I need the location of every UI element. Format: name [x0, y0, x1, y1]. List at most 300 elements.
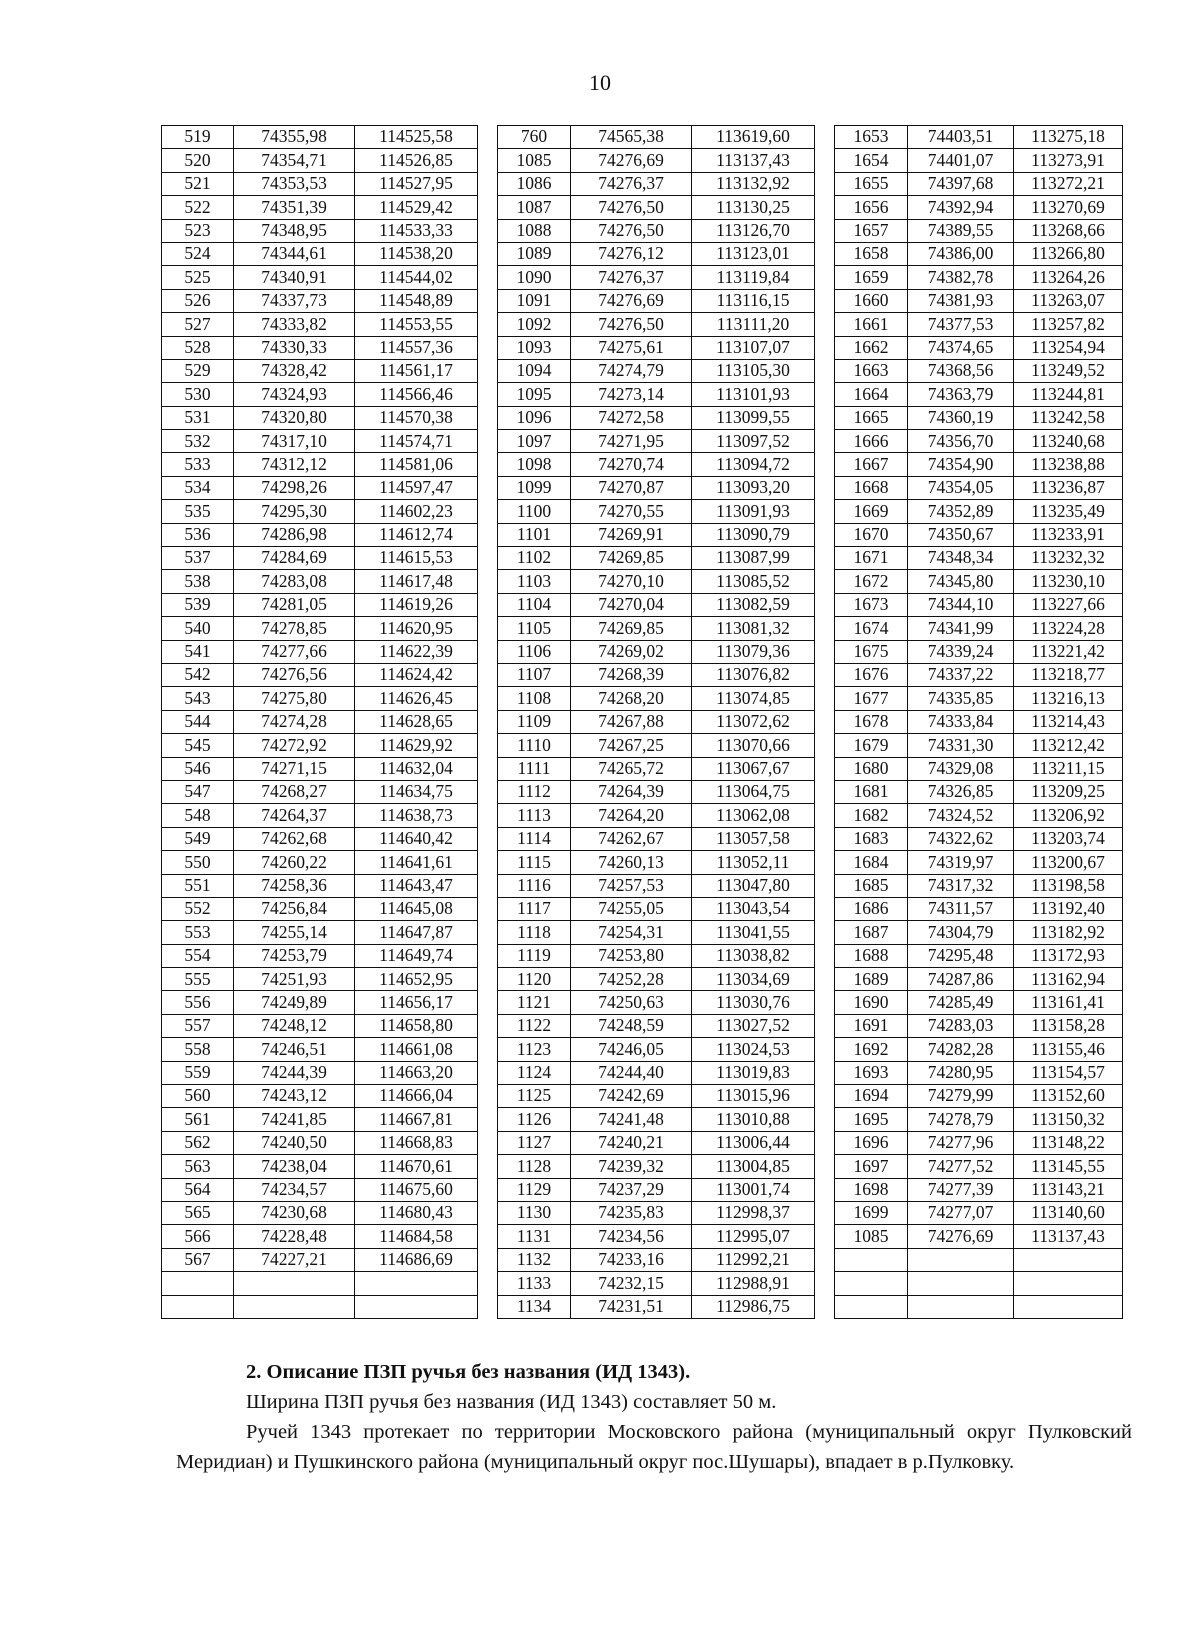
x-coordinate-cell: 74253,79	[234, 944, 355, 967]
x-coordinate-cell: 74329,08	[908, 757, 1014, 780]
column-separator	[815, 336, 835, 359]
y-coordinate-cell: 114641,61	[355, 851, 478, 874]
point-number-cell: 545	[162, 734, 234, 757]
x-coordinate-cell: 74277,66	[234, 640, 355, 663]
column-separator	[478, 126, 498, 149]
y-coordinate-cell	[355, 1272, 478, 1295]
x-coordinate-cell: 74279,99	[908, 1085, 1014, 1108]
column-separator	[478, 991, 498, 1014]
point-number-cell: 1657	[835, 219, 908, 242]
x-coordinate-cell: 74234,56	[571, 1225, 692, 1248]
column-separator	[815, 734, 835, 757]
y-coordinate-cell: 114649,74	[355, 944, 478, 967]
point-number-cell: 1101	[498, 523, 571, 546]
point-number-cell: 1694	[835, 1085, 908, 1108]
x-coordinate-cell: 74352,89	[908, 500, 1014, 523]
column-separator	[815, 476, 835, 499]
point-number-cell: 1682	[835, 804, 908, 827]
x-coordinate-cell: 74276,69	[908, 1225, 1014, 1248]
point-number-cell: 1085	[498, 149, 571, 172]
x-coordinate-cell: 74348,34	[908, 547, 1014, 570]
y-coordinate-cell: 114619,26	[355, 593, 478, 616]
y-coordinate-cell: 113249,52	[1014, 359, 1123, 382]
column-separator	[815, 1155, 835, 1178]
x-coordinate-cell: 74248,12	[234, 1014, 355, 1037]
point-number-cell: 1115	[498, 851, 571, 874]
column-separator	[815, 1085, 835, 1108]
point-number-cell: 1687	[835, 921, 908, 944]
point-number-cell: 1655	[835, 172, 908, 195]
x-coordinate-cell: 74281,05	[234, 593, 355, 616]
y-coordinate-cell: 114632,04	[355, 757, 478, 780]
y-coordinate-cell: 113270,69	[1014, 196, 1123, 219]
table-row	[162, 406, 1123, 429]
y-coordinate-cell: 114680,43	[355, 1201, 478, 1224]
point-number-cell: 1673	[835, 593, 908, 616]
point-number-cell: 522	[162, 196, 234, 219]
column-separator	[815, 1108, 835, 1131]
point-number-cell: 1107	[498, 663, 571, 686]
y-coordinate-cell: 114620,95	[355, 617, 478, 640]
point-number-cell: 1093	[498, 336, 571, 359]
point-number-cell: 534	[162, 476, 234, 499]
table-row	[162, 359, 1123, 382]
x-coordinate-cell: 74386,00	[908, 242, 1014, 265]
table-row	[162, 757, 1123, 780]
point-number-cell: 1669	[835, 500, 908, 523]
x-coordinate-cell: 74565,38	[571, 126, 692, 149]
point-number-cell: 562	[162, 1131, 234, 1154]
y-coordinate-cell: 114570,38	[355, 406, 478, 429]
point-number-cell: 1109	[498, 710, 571, 733]
x-coordinate-cell: 74252,28	[571, 968, 692, 991]
x-coordinate-cell: 74264,37	[234, 804, 355, 827]
column-separator	[815, 149, 835, 172]
y-coordinate-cell: 113070,66	[692, 734, 815, 757]
x-coordinate-cell: 74270,55	[571, 500, 692, 523]
y-coordinate-cell: 113094,72	[692, 453, 815, 476]
point-number-cell: 1125	[498, 1085, 571, 1108]
column-separator	[815, 219, 835, 242]
x-coordinate-cell: 74254,31	[571, 921, 692, 944]
x-coordinate-cell: 74304,79	[908, 921, 1014, 944]
x-coordinate-cell: 74324,52	[908, 804, 1014, 827]
x-coordinate-cell: 74231,51	[571, 1295, 692, 1318]
section-description	[176, 1357, 1132, 1477]
x-coordinate-cell: 74228,48	[234, 1225, 355, 1248]
x-coordinate-cell: 74250,63	[571, 991, 692, 1014]
x-coordinate-cell: 74253,80	[571, 944, 692, 967]
point-number-cell: 1659	[835, 266, 908, 289]
y-coordinate-cell: 114617,48	[355, 570, 478, 593]
y-coordinate-cell: 114561,17	[355, 359, 478, 382]
point-number-cell: 1679	[835, 734, 908, 757]
column-separator	[815, 359, 835, 382]
x-coordinate-cell: 74280,95	[908, 1061, 1014, 1084]
point-number-cell: 540	[162, 617, 234, 640]
x-coordinate-cell: 74363,79	[908, 383, 1014, 406]
y-coordinate-cell: 113212,42	[1014, 734, 1123, 757]
point-number-cell: 546	[162, 757, 234, 780]
column-separator	[815, 1248, 835, 1271]
table-row	[162, 663, 1123, 686]
point-number-cell: 1668	[835, 476, 908, 499]
y-coordinate-cell: 113091,93	[692, 500, 815, 523]
point-number-cell: 565	[162, 1201, 234, 1224]
point-number-cell: 1104	[498, 593, 571, 616]
column-separator	[478, 383, 498, 406]
point-number-cell: 1692	[835, 1038, 908, 1061]
point-number-cell: 538	[162, 570, 234, 593]
table-row	[162, 921, 1123, 944]
y-coordinate-cell: 114684,58	[355, 1225, 478, 1248]
point-number-cell: 1677	[835, 687, 908, 710]
column-separator	[478, 874, 498, 897]
x-coordinate-cell: 74270,04	[571, 593, 692, 616]
x-coordinate-cell: 74276,50	[571, 196, 692, 219]
y-coordinate-cell: 113216,13	[1014, 687, 1123, 710]
point-number-cell: 1088	[498, 219, 571, 242]
column-separator	[815, 710, 835, 733]
point-number-cell	[162, 1272, 234, 1295]
table-row	[162, 1061, 1123, 1084]
point-number-cell: 1112	[498, 780, 571, 803]
x-coordinate-cell: 74295,48	[908, 944, 1014, 967]
x-coordinate-cell: 74270,87	[571, 476, 692, 499]
x-coordinate-cell: 74255,14	[234, 921, 355, 944]
y-coordinate-cell: 113150,32	[1014, 1108, 1123, 1131]
x-coordinate-cell	[908, 1295, 1014, 1318]
y-coordinate-cell: 113062,08	[692, 804, 815, 827]
column-separator	[815, 1038, 835, 1061]
x-coordinate-cell: 74382,78	[908, 266, 1014, 289]
point-number-cell: 1095	[498, 383, 571, 406]
x-coordinate-cell: 74335,85	[908, 687, 1014, 710]
table-row	[162, 944, 1123, 967]
y-coordinate-cell: 112998,37	[692, 1201, 815, 1224]
point-number-cell: 526	[162, 289, 234, 312]
point-number-cell: 1103	[498, 570, 571, 593]
point-number-cell: 1685	[835, 874, 908, 897]
column-separator	[815, 921, 835, 944]
column-separator	[478, 687, 498, 710]
x-coordinate-cell: 74320,80	[234, 406, 355, 429]
point-number-cell	[162, 1295, 234, 1318]
point-number-cell: 1129	[498, 1178, 571, 1201]
y-coordinate-cell: 113206,92	[1014, 804, 1123, 827]
column-separator	[815, 827, 835, 850]
point-number-cell: 1674	[835, 617, 908, 640]
column-separator	[815, 383, 835, 406]
y-coordinate-cell: 114658,80	[355, 1014, 478, 1037]
y-coordinate-cell: 113242,58	[1014, 406, 1123, 429]
point-number-cell: 1122	[498, 1014, 571, 1037]
x-coordinate-cell: 74269,85	[571, 617, 692, 640]
x-coordinate-cell: 74240,21	[571, 1131, 692, 1154]
point-number-cell: 531	[162, 406, 234, 429]
y-coordinate-cell: 113107,07	[692, 336, 815, 359]
column-separator	[478, 757, 498, 780]
point-number-cell: 1695	[835, 1108, 908, 1131]
point-number-cell: 1116	[498, 874, 571, 897]
x-coordinate-cell: 74232,15	[571, 1272, 692, 1295]
table-row	[162, 1272, 1123, 1295]
table-row	[162, 219, 1123, 242]
point-number-cell: 1085	[835, 1225, 908, 1248]
point-number-cell: 539	[162, 593, 234, 616]
point-number-cell: 1126	[498, 1108, 571, 1131]
column-separator	[478, 1248, 498, 1271]
table-row	[162, 734, 1123, 757]
x-coordinate-cell: 74276,69	[571, 149, 692, 172]
point-number-cell: 1664	[835, 383, 908, 406]
x-coordinate-cell: 74360,19	[908, 406, 1014, 429]
point-number-cell: 1096	[498, 406, 571, 429]
column-separator	[478, 663, 498, 686]
table-row	[162, 1085, 1123, 1108]
point-number-cell: 1120	[498, 968, 571, 991]
column-separator	[478, 289, 498, 312]
point-number-cell: 1697	[835, 1155, 908, 1178]
y-coordinate-cell: 114544,02	[355, 266, 478, 289]
x-coordinate-cell: 74339,24	[908, 640, 1014, 663]
x-coordinate-cell: 74264,39	[571, 780, 692, 803]
point-number-cell: 1665	[835, 406, 908, 429]
column-separator	[815, 500, 835, 523]
table-row	[162, 804, 1123, 827]
x-coordinate-cell: 74256,84	[234, 897, 355, 920]
x-coordinate-cell: 74354,05	[908, 476, 1014, 499]
point-number-cell: 1661	[835, 313, 908, 336]
x-coordinate-cell: 74356,70	[908, 430, 1014, 453]
y-coordinate-cell: 113240,68	[1014, 430, 1123, 453]
x-coordinate-cell: 74283,08	[234, 570, 355, 593]
x-coordinate-cell: 74276,37	[571, 172, 692, 195]
point-number-cell: 554	[162, 944, 234, 967]
y-coordinate-cell: 113235,49	[1014, 500, 1123, 523]
x-coordinate-cell: 74295,30	[234, 500, 355, 523]
y-coordinate-cell: 113116,15	[692, 289, 815, 312]
column-separator	[478, 1225, 498, 1248]
y-coordinate-cell: 113034,69	[692, 968, 815, 991]
y-coordinate-cell: 114525,58	[355, 126, 478, 149]
column-separator	[815, 851, 835, 874]
x-coordinate-cell: 74271,95	[571, 430, 692, 453]
y-coordinate-cell: 114629,92	[355, 734, 478, 757]
y-coordinate-cell: 113158,28	[1014, 1014, 1123, 1037]
column-separator	[815, 313, 835, 336]
column-separator	[815, 289, 835, 312]
point-number-cell: 559	[162, 1061, 234, 1084]
column-separator	[815, 1295, 835, 1318]
table-row	[162, 617, 1123, 640]
column-separator	[815, 1225, 835, 1248]
x-coordinate-cell: 74227,21	[234, 1248, 355, 1271]
point-number-cell: 533	[162, 453, 234, 476]
point-number-cell: 1663	[835, 359, 908, 382]
x-coordinate-cell: 74276,12	[571, 242, 692, 265]
column-separator	[815, 991, 835, 1014]
point-number-cell: 1698	[835, 1178, 908, 1201]
point-number-cell	[835, 1295, 908, 1318]
y-coordinate-cell: 113087,99	[692, 547, 815, 570]
column-separator	[815, 663, 835, 686]
y-coordinate-cell: 114574,71	[355, 430, 478, 453]
x-coordinate-cell: 74317,32	[908, 874, 1014, 897]
x-coordinate-cell: 74350,67	[908, 523, 1014, 546]
table-row	[162, 547, 1123, 570]
column-separator	[478, 336, 498, 359]
point-number-cell: 1681	[835, 780, 908, 803]
y-coordinate-cell: 113152,60	[1014, 1085, 1123, 1108]
x-coordinate-cell: 74354,90	[908, 453, 1014, 476]
point-number-cell: 1656	[835, 196, 908, 219]
table-row	[162, 172, 1123, 195]
y-coordinate-cell: 113090,79	[692, 523, 815, 546]
x-coordinate-cell: 74244,40	[571, 1061, 692, 1084]
y-coordinate-cell: 114667,81	[355, 1108, 478, 1131]
point-number-cell: 1130	[498, 1201, 571, 1224]
point-number-cell: 760	[498, 126, 571, 149]
table-row	[162, 593, 1123, 616]
point-number-cell: 530	[162, 383, 234, 406]
x-coordinate-cell: 74272,58	[571, 406, 692, 429]
x-coordinate-cell	[234, 1272, 355, 1295]
y-coordinate-cell: 113155,46	[1014, 1038, 1123, 1061]
column-separator	[478, 617, 498, 640]
column-separator	[478, 710, 498, 733]
y-coordinate-cell: 114624,42	[355, 663, 478, 686]
column-separator	[478, 1178, 498, 1201]
y-coordinate-cell: 113076,82	[692, 663, 815, 686]
column-separator	[815, 640, 835, 663]
x-coordinate-cell: 74277,39	[908, 1178, 1014, 1201]
x-coordinate-cell: 74275,80	[234, 687, 355, 710]
column-separator	[815, 897, 835, 920]
point-number-cell: 537	[162, 547, 234, 570]
y-coordinate-cell: 113132,92	[692, 172, 815, 195]
x-coordinate-cell: 74354,71	[234, 149, 355, 172]
table-row	[162, 1248, 1123, 1271]
point-number-cell: 1102	[498, 547, 571, 570]
y-coordinate-cell: 113010,88	[692, 1108, 815, 1131]
table-row	[162, 570, 1123, 593]
coordinates-table	[161, 125, 1123, 1319]
x-coordinate-cell: 74324,93	[234, 383, 355, 406]
point-number-cell: 548	[162, 804, 234, 827]
column-separator	[478, 1014, 498, 1037]
x-coordinate-cell: 74269,85	[571, 547, 692, 570]
y-coordinate-cell: 113273,91	[1014, 149, 1123, 172]
column-separator	[478, 780, 498, 803]
x-coordinate-cell: 74241,85	[234, 1108, 355, 1131]
x-coordinate-cell: 74246,51	[234, 1038, 355, 1061]
point-number-cell: 1654	[835, 149, 908, 172]
table-row	[162, 266, 1123, 289]
y-coordinate-cell: 113074,85	[692, 687, 815, 710]
x-coordinate-cell: 74277,96	[908, 1131, 1014, 1154]
column-separator	[478, 523, 498, 546]
point-number-cell: 544	[162, 710, 234, 733]
y-coordinate-cell: 114597,47	[355, 476, 478, 499]
x-coordinate-cell: 74353,53	[234, 172, 355, 195]
y-coordinate-cell	[1014, 1295, 1123, 1318]
point-number-cell: 1110	[498, 734, 571, 757]
point-number-cell: 519	[162, 126, 234, 149]
point-number-cell: 1127	[498, 1131, 571, 1154]
column-separator	[815, 804, 835, 827]
point-number-cell: 1087	[498, 196, 571, 219]
table-row	[162, 196, 1123, 219]
x-coordinate-cell: 74268,20	[571, 687, 692, 710]
x-coordinate-cell: 74244,39	[234, 1061, 355, 1084]
x-coordinate-cell: 74271,15	[234, 757, 355, 780]
column-separator	[815, 1272, 835, 1295]
y-coordinate-cell: 113224,28	[1014, 617, 1123, 640]
column-separator	[815, 1014, 835, 1037]
x-coordinate-cell: 74260,22	[234, 851, 355, 874]
x-coordinate-cell: 74368,56	[908, 359, 1014, 382]
column-separator	[815, 687, 835, 710]
point-number-cell: 1086	[498, 172, 571, 195]
x-coordinate-cell: 74355,98	[234, 126, 355, 149]
point-number-cell: 1684	[835, 851, 908, 874]
point-number-cell: 1097	[498, 430, 571, 453]
x-coordinate-cell: 74241,48	[571, 1108, 692, 1131]
column-separator	[815, 196, 835, 219]
point-number-cell: 550	[162, 851, 234, 874]
y-coordinate-cell: 113047,80	[692, 874, 815, 897]
y-coordinate-cell: 113238,88	[1014, 453, 1123, 476]
y-coordinate-cell: 114670,61	[355, 1155, 478, 1178]
column-separator	[478, 1061, 498, 1084]
point-number-cell: 1113	[498, 804, 571, 827]
x-coordinate-cell: 74285,49	[908, 991, 1014, 1014]
column-separator	[815, 570, 835, 593]
x-coordinate-cell: 74230,68	[234, 1201, 355, 1224]
point-number-cell: 1100	[498, 500, 571, 523]
y-coordinate-cell: 114628,65	[355, 710, 478, 733]
x-coordinate-cell: 74249,89	[234, 991, 355, 1014]
x-coordinate-cell: 74276,56	[234, 663, 355, 686]
x-coordinate-cell: 74333,82	[234, 313, 355, 336]
column-separator	[815, 1061, 835, 1084]
table-row	[162, 1155, 1123, 1178]
point-number-cell: 558	[162, 1038, 234, 1061]
y-coordinate-cell: 114645,08	[355, 897, 478, 920]
x-coordinate-cell: 74340,91	[234, 266, 355, 289]
table-row	[162, 453, 1123, 476]
point-number-cell: 1686	[835, 897, 908, 920]
x-coordinate-cell: 74240,50	[234, 1131, 355, 1154]
point-number-cell: 1666	[835, 430, 908, 453]
y-coordinate-cell: 113268,66	[1014, 219, 1123, 242]
table-row	[162, 1131, 1123, 1154]
table-row	[162, 640, 1123, 663]
y-coordinate-cell: 114647,87	[355, 921, 478, 944]
y-coordinate-cell: 114663,20	[355, 1061, 478, 1084]
point-number-cell: 542	[162, 663, 234, 686]
point-number-cell: 1098	[498, 453, 571, 476]
y-coordinate-cell: 114626,45	[355, 687, 478, 710]
point-number-cell: 566	[162, 1225, 234, 1248]
y-coordinate-cell: 114686,69	[355, 1248, 478, 1271]
y-coordinate-cell: 113052,11	[692, 851, 815, 874]
y-coordinate-cell: 113030,76	[692, 991, 815, 1014]
column-separator	[815, 780, 835, 803]
y-coordinate-cell: 114615,53	[355, 547, 478, 570]
column-separator	[815, 1131, 835, 1154]
